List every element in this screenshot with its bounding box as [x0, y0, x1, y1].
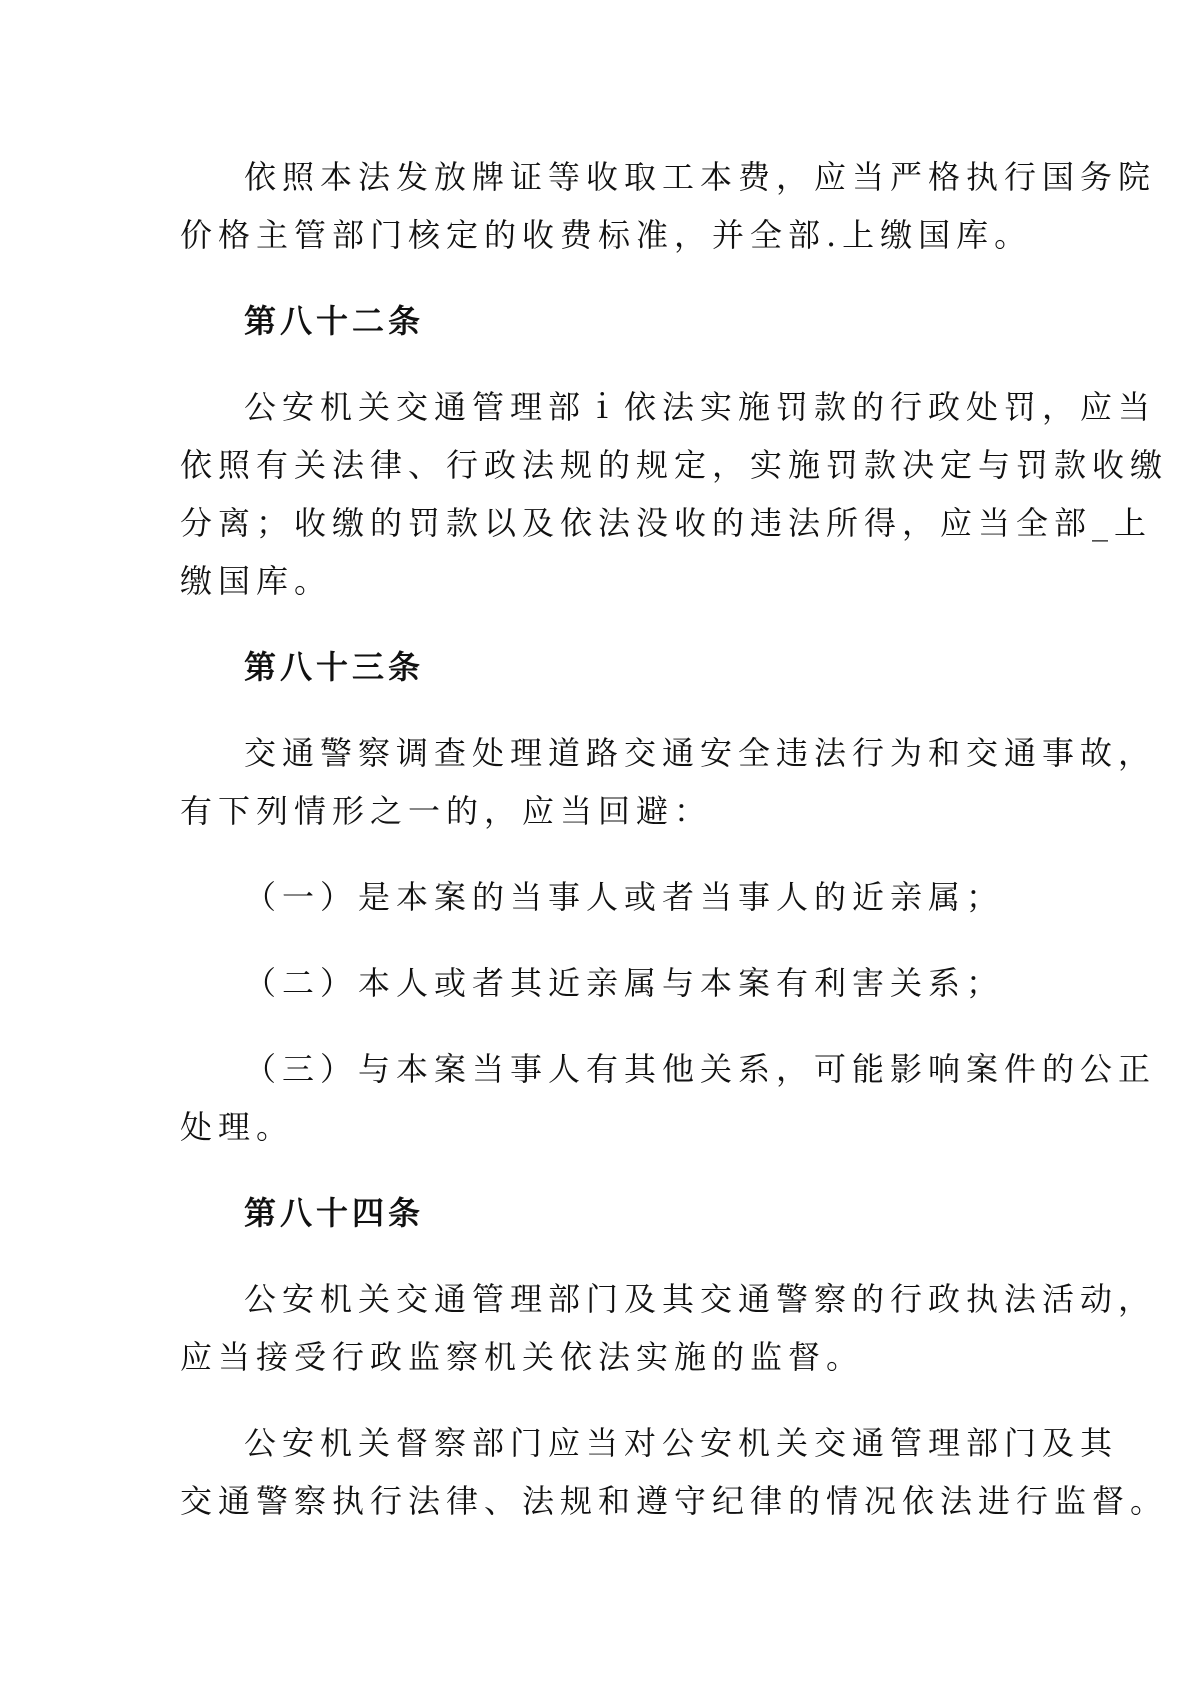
article-title: 第八十二条 [244, 302, 425, 340]
paragraph-line: 交通警察执行法律、法规和遵守纪律的情况依法进行监督。 [180, 1482, 1169, 1520]
paragraph-line: （一）是本案的当事人或者当事人的近亲属； [244, 878, 1005, 916]
paragraph-fines [180, 378, 1169, 610]
paragraph-line: 有下列情形之一的，应当回避： [180, 792, 713, 830]
article-heading-83 [180, 638, 1020, 696]
paragraph-line: 公安机关交通管理部ｉ依法实施罚款的行政处罚，应当 [244, 388, 1157, 426]
paragraph-line: （二）本人或者其近亲属与本案有利害关系； [244, 964, 1005, 1002]
paragraph-line: 公安机关交通管理部门及其交通警察的行政执法活动， [244, 1280, 1157, 1318]
paragraph-line: （三）与本案当事人有其他关系，可能影响案件的公正 [244, 1050, 1157, 1088]
list-item-1 [180, 868, 1020, 926]
paragraph-line: 缴国库。 [180, 562, 333, 600]
document-body [180, 148, 1169, 1558]
paragraph-line: 应当接受行政监察机关依法实施的监督。 [180, 1338, 865, 1376]
paragraph-line: 依照本法发放牌证等收取工本费，应当严格执行国务院 [244, 158, 1157, 196]
paragraph-inspection [180, 1414, 1169, 1530]
paragraph-supervision [180, 1270, 1157, 1386]
paragraph-recusal [180, 724, 1157, 840]
article-heading-84 [180, 1184, 1020, 1242]
list-item-2 [180, 954, 1020, 1012]
paragraph-line: 依照有关法律、行政法规的规定，实施罚款决定与罚款收缴 [180, 446, 1169, 484]
paragraph-line: 公安机关督察部门应当对公安机关交通管理部门及其 [244, 1424, 1119, 1462]
paragraph-line: 处理。 [180, 1108, 295, 1146]
paragraph-line: 价格主管部门核定的收费标准，并全部.上缴国库。 [180, 216, 1033, 254]
paragraph-line: 分离；收缴的罚款以及依法没收的违法所得，应当全部_上 [180, 504, 1153, 542]
article-heading-82 [180, 292, 1020, 350]
paragraph-line: 交通警察调查处理道路交通安全违法行为和交通事故， [244, 734, 1157, 772]
article-title: 第八十三条 [244, 648, 425, 686]
list-item-3 [180, 1040, 1157, 1156]
article-title: 第八十四条 [244, 1194, 425, 1232]
paragraph-fees [180, 148, 1157, 264]
